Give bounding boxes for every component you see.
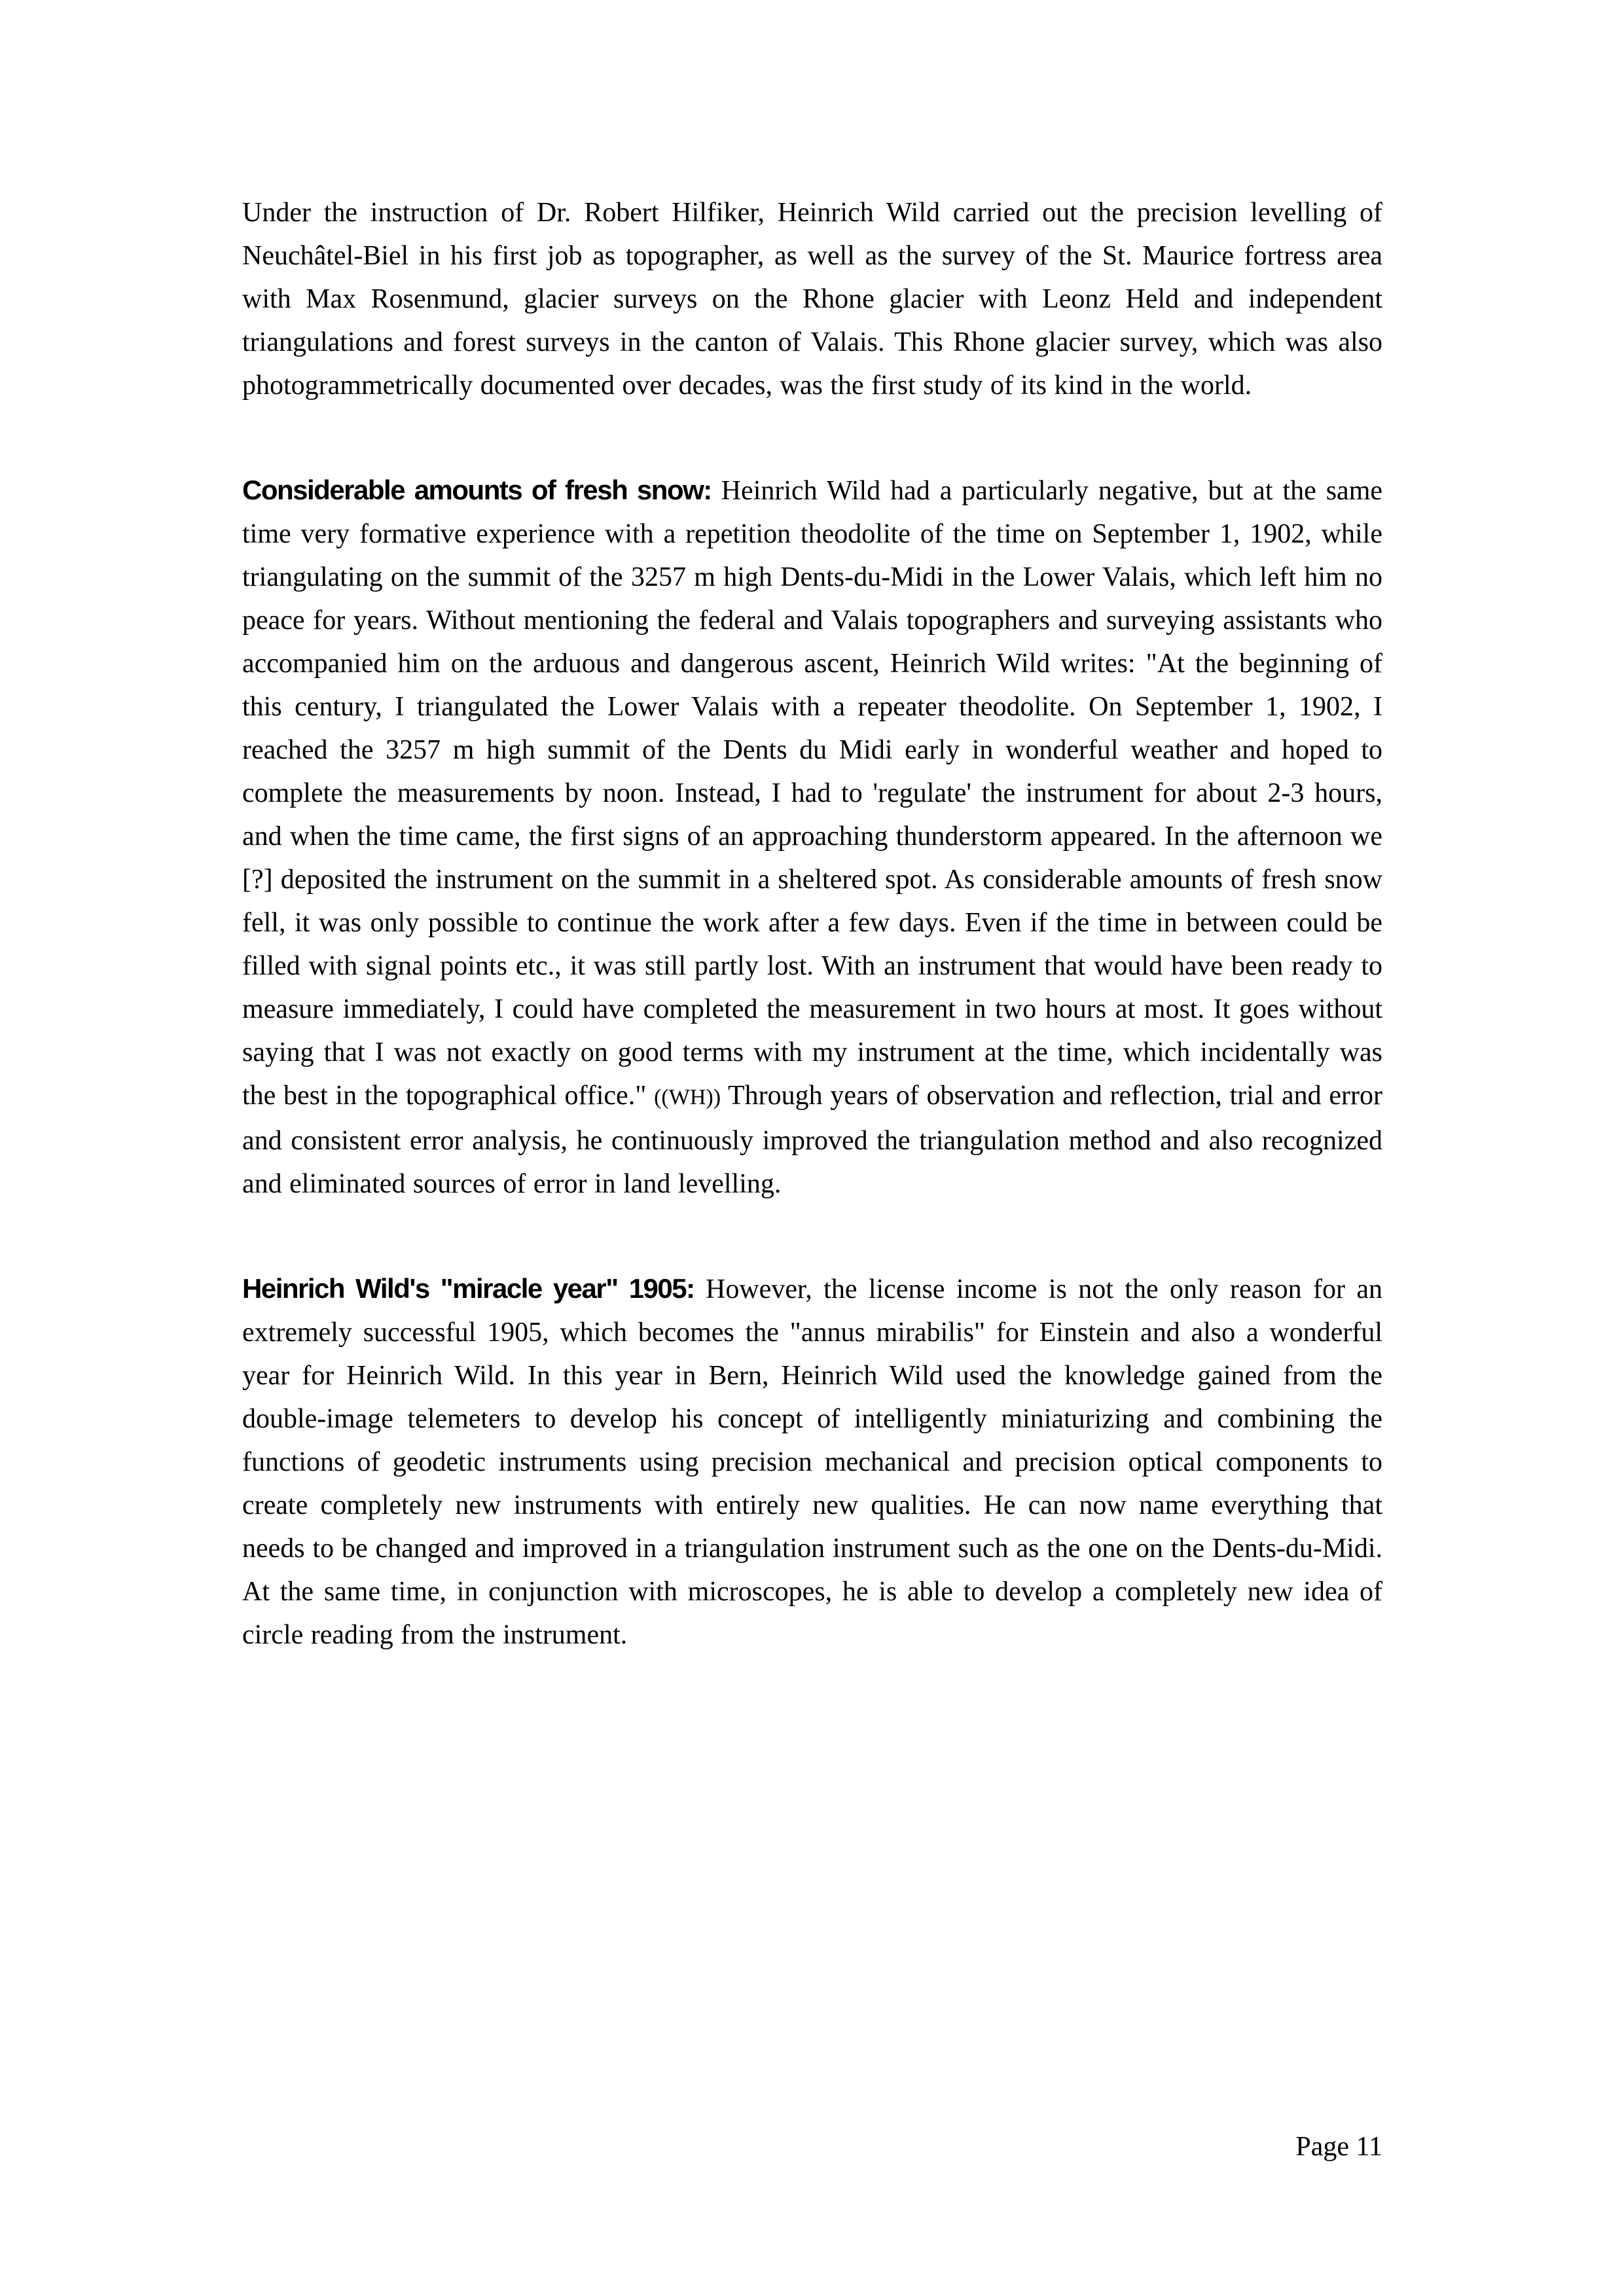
page-number-footer: Page 11: [1295, 2132, 1382, 2162]
paragraph-body: Under the instruction of Dr. Robert Hilfiker, Heinrich Wild carried out the precision levelling of Neuchâtel-Biel in his first job as topographer, as well as the survey of the St. Maurice fortress area with Max Rosenmund, glacier surveys on the Rhone glacier with Leonz Held and independent triangulations and forest surveys in the canton of Valais. This Rhone glacier survey, which was also photogrammetrically documented over decades, was the first study of its kind in the world.: [242, 198, 1382, 401]
paragraph-lead-heading: Considerable amounts of fresh snow:: [242, 475, 712, 505]
page-content: [242, 191, 1382, 1718]
paragraph-body-continued: Through years of observation and reflection, trial and error and consistent error analysis, he continuously improved the triangulation method and also recognized and eliminated sources of error in land levelling.: [242, 1081, 1382, 1199]
paragraph-fresh-snow: [242, 469, 1382, 1206]
paragraph-intro: [242, 191, 1382, 407]
paragraph-miracle-year: [242, 1267, 1382, 1657]
paragraph-body: Heinrich Wild had a particularly negative, but at the same time very formative experience with a repetition theodolite of the time on September 1, 1902, while triangulating on the summit of the 3257 m high Dents-du-Midi in the Lower Valais, which left him no peace for years. Without mentioning the federal and Valais topographers and surveying assistants who accompanied him on the arduous and dangerous ascent, Heinrich Wild writes: "At the beginning of this century, I triangulated the Lower Valais with a repeater theodolite. On September 1, 1902, I reached the 3257 m high summit of the Dents du Midi early in wonderful weather and hoped to complete the measurements by noon. Instead, I had to 'regulate' the instrument for about 2-3 hours, and when the time came, the first signs of an approaching thunderstorm appeared. In the afternoon we [?] deposited the instrument on the summit in a sheltered spot. As considerable amounts of fresh snow fell, it was only possible to continue the work after a few days. Even if the time in between could be filled with signal points etc., it was still partly lost. With an instrument that would have been ready to measure immediately, I could have completed the measurement in two hours at most. It goes without saying that I was not exactly on good terms with my instrument at the time, which incidentally was the best in the topographical office.": [242, 476, 1383, 1111]
paragraph-body: However, the license income is not the only reason for an extremely successful 1905, which becomes the "annus mirabilis" for Einstein and also a wonderful year for Heinrich Wild. In this year in Bern, Heinrich Wild used the knowledge gained from the double-image telemeters to develop his concept of intelligently miniaturizing and combining the functions of geodetic instruments using precision mechanical and precision optical components to create completely new instruments with entirely new qualities. He can now name everything that needs to be changed and improved in a triangulation instrument such as the one on the Dents-du-Midi. At the same time, in conjunction with microscopes, he is able to develop a completely new idea of circle reading from the instrument.: [242, 1274, 1382, 1650]
citation-marker: ((WH)): [654, 1085, 721, 1109]
paragraph-lead-heading: Heinrich Wild's "miracle year" 1905:: [242, 1273, 695, 1304]
